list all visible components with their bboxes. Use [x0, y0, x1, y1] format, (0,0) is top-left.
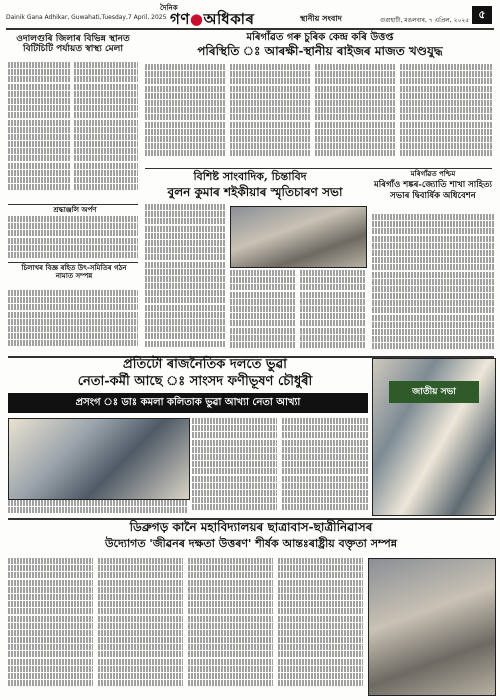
literary-text	[372, 214, 494, 354]
literary-kicker: মৰিগাঁৱত পশ্চিম	[410, 169, 456, 178]
masthead-title: গণ●অধিকাৰ	[170, 10, 255, 28]
header-edition-line: Dainik Gana Adhikar, Guwahati,Tuesday,7 April, 2025	[6, 14, 167, 21]
politics-headline-2: নেতা-কৰ্মী আছে ঃ সাংসদ ফণীভূষণ চৌধুৰী	[77, 374, 313, 389]
event-photo	[372, 358, 496, 516]
college-headline-1: ডিব্ৰুগড় কানৈ মহাবিদ্যালয়ৰ ছাত্ৰাবাস-ছাত্ৰীনিৱাসৰ	[129, 520, 373, 534]
politics-photo-caption	[8, 500, 188, 514]
meeting-text	[8, 290, 138, 346]
memorial-col2	[230, 270, 295, 354]
page-number: ৫	[472, 6, 492, 24]
college-headline-2: উদ্যোগত 'জীৱনৰ দক্ষতা উত্তৰণ' শীৰ্ষক আন্তঃৰাষ্ট্ৰীয় বক্তৃতা সম্পন্ন	[104, 537, 397, 550]
cow-theft-title: পৰিস্থিতি ঃ আৰক্ষী-স্থানীয় ৰাইজৰ মাজত খণ্ডযুদ্ধ	[197, 44, 443, 58]
politics-col2	[282, 418, 368, 514]
health-fair-text-col1	[8, 62, 70, 200]
health-fair-title: ওদালগুৰি জিলাৰ বিভিন্ন স্থানত বিটিচিটি পৰ্যায়ত স্বাস্থ্য মেলা	[16, 34, 130, 55]
college-col1	[8, 558, 93, 694]
memorial-photo	[230, 206, 367, 268]
masthead	[160, 2, 310, 26]
cow-theft-kicker: মৰিগাঁৱত গৰু চুৰিক কেন্দ্ৰ কৰি উত্তপ্ত	[246, 32, 394, 43]
cow-theft-col3	[315, 64, 395, 164]
memorial-col3	[300, 270, 365, 354]
literary-title: মৰিগাঁও শঙ্কৰ-জ্যোতি শাখা সাহিত্য সভাৰ দ্বিবাৰ্ষিক অধিবেশন	[374, 180, 492, 201]
college-col2	[98, 558, 183, 694]
cow-theft-col4	[400, 64, 492, 164]
college-col3	[188, 558, 273, 694]
memorial-title: বুলন কুমাৰ শইকীয়াৰ স্মৃতিচাৰণ সভা	[167, 185, 343, 199]
cow-theft-col1	[145, 64, 225, 164]
politics-col1	[192, 418, 277, 514]
header-rule	[6, 28, 494, 30]
politics-photo	[8, 418, 190, 500]
obituary-text	[8, 216, 138, 258]
masthead-small: দৈনিক	[160, 4, 178, 12]
politics-headline-1: প্ৰতিটো ৰাজনৈতিক দলতে ভুৱা	[123, 357, 287, 372]
obituary-title: শ্ৰদ্ধাঞ্জলি অৰ্পণ	[53, 205, 97, 214]
college-photo	[368, 558, 496, 696]
politics-banner: প্ৰসংগ ঃ ডাঃ কমলা কলিতাক ভুৱা আখ্যা নেতা আখ্যা	[8, 393, 368, 413]
memorial-kicker: বিশিষ্ট সাংবাদিক, চিন্তাবিদ	[193, 170, 307, 183]
header-date: গুৱাহাটী, মঙলবাৰ, ৭ এপ্ৰিল, ২০২৫	[380, 17, 470, 24]
cow-theft-col2	[230, 64, 310, 164]
section-label: স্থানীয় সংবাদ	[300, 14, 342, 23]
meeting-title: চিলাখৰ বিজ্ঞ ৰহিত উৎ-সমিতিৰ গঠন নামাত সম্পন্ন	[21, 263, 127, 280]
health-fair-text-col2	[74, 62, 138, 200]
event-banner: জাতীয় সভা	[389, 381, 479, 403]
college-col4	[278, 558, 363, 694]
memorial-col1	[145, 204, 225, 354]
